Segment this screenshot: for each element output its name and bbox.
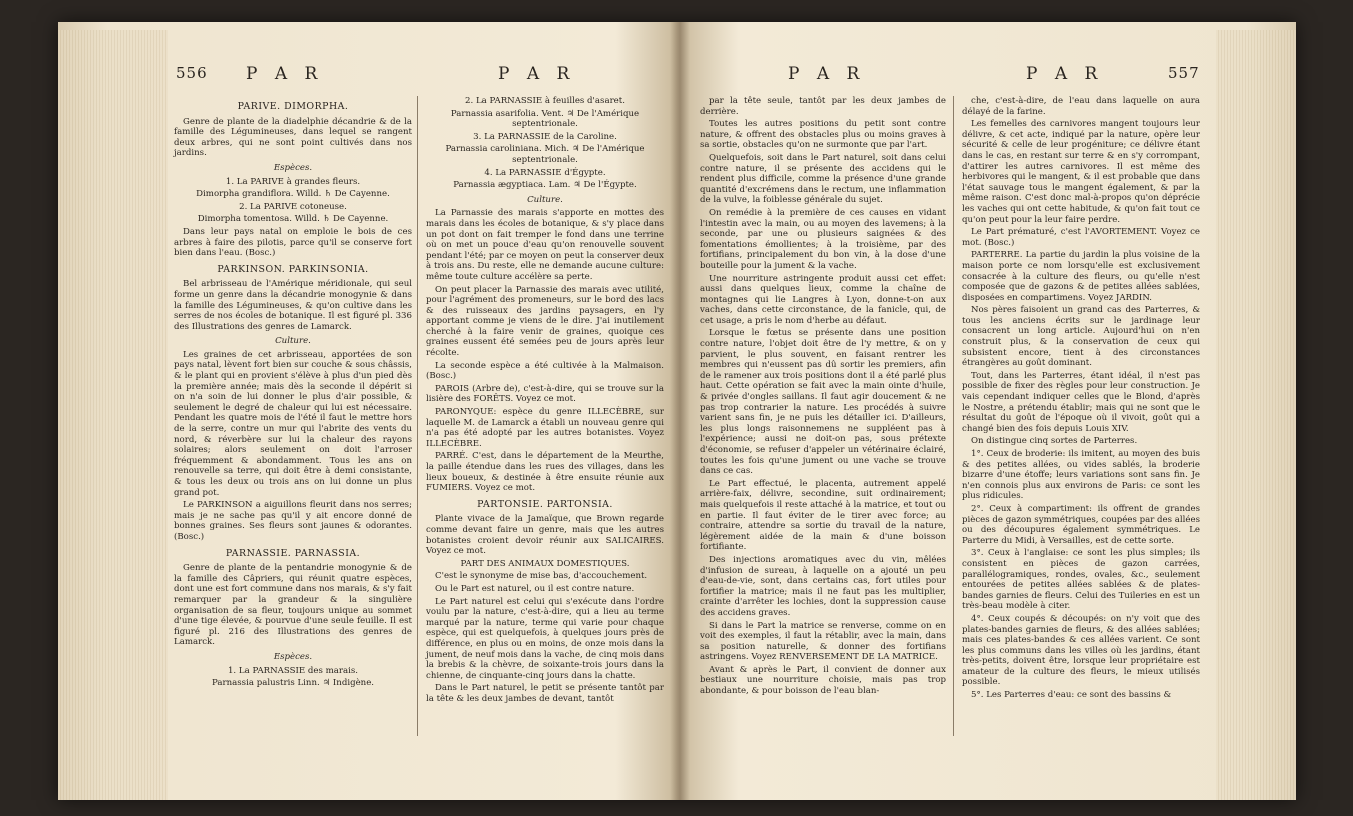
text-paragraph: Lorsque le fœtus se présente dans une position contre nature, l'objet doit être de l'y mettre, & on y parvient, le plus souvent, en faisant rentrer les membres qui n'eussent pas dû sortir les premiers, afin de le ramener aux trois positions dont il a été parlé plus haut. Cette opération se fait avec la main ointe d'huile, & privée d'ongles saillans. Il faut agir doucement & ne pas trop contrarier la nature. Les procédés à suivre varient sans fin, je ne puis les détailler ici. D'ailleurs, les plus longs raisonnemens ne suppléent pas à l'expérience; aussi ne doit-on pas, sous prétexte d'économie, se refuser d'appeler un vétérinaire éclairé, toutes les fois qu'une jument ou une vache se trouve dans ce cas. [700, 328, 946, 477]
text-paragraph: Le Part effectué, le placenta, autrement appelé arrière-faix, délivre, secondine, suit ordinairement; mais quelquefois il reste attaché à la matrice, et tout ou en partie. Il faut éviter de le tirer avec force; au contraire, attendre sa sortie du travail de la nature, légèrement aidée de la main & d'une boisson fortifiante. [700, 478, 946, 553]
text-paragraph: 1. La PARNASSIE des marais. [227, 665, 359, 676]
right-page [690, 22, 1216, 800]
text-paragraph: Parnassia caroliniana. Mich. ♃ De l'Amérique septentrionale. [445, 144, 645, 165]
text-paragraph: Les graines de cet arbrisseau, apportées de son pays natal, lèvent fort bien sur couche & sous châssis, & le plant qui en provient s'élève à plus d'un pied dès la première année; mais dès la seconde il dépérit si on n'a soin de lui donner le plus d'air possible, & seulement le degré de chaleur qui lui est nécessaire. Pendant les quatre mois de l'été il faut le mettre hors de la serre, contre un mur qui l'abrite des vents du nord, & réverbère sur lui la chaleur des rayons solaires; alors seulement on doit l'arroser fréquemment & abondamment. Tous les ans on renouvelle sa terre, qui doit être à demi consistante, & tous les deux ou trois ans on lui donne un plus grand pot. [174, 349, 412, 498]
right-page-number: 557 [1168, 64, 1200, 82]
text-paragraph: Genre de plante de la pentandrie monogynie & de la famille des Câpriers, qui réunit quatre espèces, dont une est fort commune dans nos marais, & s'y fait remarquer par la grandeur & la singulière organisation de sa fleur, toujours unique au sommet d'une tige élevée, & pourvue d'une seule feuille. Il est figuré pl. 216 des Illustrations des genres de Lamarck. [174, 563, 412, 648]
text-paragraph: Parnassia ægyptiaca. Lam. ♃ De l'Égypte. [453, 180, 637, 191]
book-gutter [670, 22, 690, 800]
text-paragraph: Nos pères faisoient un grand cas des Parterres, & tous les anciens écrits sur le jardinage leur consacrent un long article. Aujourd'hui on n'en construit plus, & la conservation de ceux qui subsistent encore, tient à des circonstances étrangères au goût dominant. [962, 305, 1200, 369]
left-column-2 [426, 96, 664, 706]
text-paragraph: Si dans le Part la matrice se renverse, comme on en voit des exemples, il faut la rétablir, avec la main, dans sa position naturelle, & donner des fortifians astringens. Voyez RENVERSEMENT DE LA MATRICE. [700, 620, 946, 663]
section-subheading: Espèces. [273, 162, 313, 173]
left-head-word-1: P A R [246, 64, 324, 84]
left-page-edges [58, 30, 168, 800]
text-paragraph: 2. La PARIVE cotoneuse. [239, 201, 347, 212]
text-paragraph: Plante vivace de la Jamaïque, que Brown regarde comme devant faire un genre, mais que les autres botanistes croient devoir réunir aux SALICAIRES. Voyez ce mot. [426, 514, 664, 557]
text-paragraph: 5°. Les Parterres d'eau: ce sont des bassins & [971, 690, 1172, 701]
text-paragraph: On distingue cinq sortes de Parterres. [971, 436, 1138, 447]
text-paragraph: 1°. Ceux de broderie: ils imitent, au moyen des buis & des petites allées, ou vides sablés, la broderie bizarre d'une étoffe; leurs variations sont sans fin. Je n'en connois plus aux environs de Paris: ce sont les plus ridicules. [962, 449, 1200, 502]
text-paragraph: Dans le Part naturel, le petit se présente tantôt par la tête & les deux jambes de devant, tantôt [426, 683, 664, 704]
text-paragraph: PARRÉ. C'est, dans le département de la Meurthe, la paille étendue dans les rues des villages, dans les lieux boueux, & destinée à être ensuite réunie aux FUMIERS. Voyez ce mot. [426, 451, 664, 494]
text-paragraph: Toutes les autres positions du petit sont contre nature, & offrent des obstacles plus ou moins graves à sa sortie, obstacles qu'on ne surmonte que par l'art. [700, 119, 946, 151]
text-paragraph: che, c'est-à-dire, de l'eau dans laquelle on aura délayé de la farine. [962, 96, 1200, 117]
text-paragraph: 2. La PARNASSIE à feuilles d'asaret. [465, 96, 625, 106]
entry-heading: PARKINSON. PARKINSONIA. [217, 263, 369, 275]
text-paragraph: 4°. Ceux coupés & découpés: on n'y voit que des plates-bandes garnies de fleurs, & des allées sablées; mais ces plates-bandes & ces allées varient. Ce sont les plus communs dans les villes où les jardins, étant très-petits, doivent être, lorsque leur propriétaire est amateur de la culture des fleurs, le mieux utilisés possible. [962, 613, 1200, 688]
text-paragraph: PART DES ANIMAUX DOMESTIQUES. [460, 558, 630, 569]
text-paragraph: 3°. Ceux à l'anglaise: ce sont les plus simples; ils consistent en pièces de gazon carrées, parallélogramiques, rondes, ovales, &c., seulement entourées de petites allées sablées & de plates-bandes garnies de fleurs. Celui des Tuileries en est un très-beau modèle à citer. [962, 548, 1200, 612]
text-paragraph: On peut placer la Parnassie des marais avec utilité, pour l'agrément des promeneurs, sur le bord des lacs & des ruisseaux des jardins paysagers, en l'y apportant comme je viens de le dire. J'ai inutilement cherché à la faire venir de graines, quoique ces graines eussent été semées peu de jours après leur récolte. [426, 284, 664, 359]
text-paragraph: PAROIS (Arbre de), c'est-à-dire, qui se trouve sur la lisière des FORÊTS. Voyez ce mot. [426, 383, 664, 405]
text-paragraph: Les femelles des carnivores mangent toujours leur délivre, & cet acte, indiqué par la nature, opère leur sécurité & celle de leur progéniture; ce délivre étant dans le cas, en restant sur terre & en s'y corrompant, d'attirer les autres carnivores. Il est même des herbivores qui le mangent, & il est probable que dans l'état sauvage tous le mangent également, & par la même raison. C'est donc mal-à-propos qu'on déprécie les vaches qui ont cette habitude, & qu'on fait tout ce qu'on peut pour la leur faire perdre. [962, 119, 1200, 225]
left-column-1 [174, 96, 412, 691]
left-page-number: 556 [176, 64, 208, 82]
text-paragraph: 2°. Ceux à compartiment: ils offrent de grandes pièces de gazon symmétriques, coupées par des allées ou des découpures également symmétriques. Le Parterre du Midi, à Versailles, est de cette sorte. [962, 503, 1200, 546]
text-paragraph: Ou le Part est naturel, ou il est contre nature. [435, 583, 635, 594]
text-paragraph: PARONYQUE: espèce du genre ILLECÈBRE, sur laquelle M. de Lamarck a établi un nouveau genre qui n'a pas été adopté par les autres botanistes. Voyez ILLECÈBRE. [426, 407, 664, 449]
right-column-1 [700, 96, 946, 699]
section-subheading: Espèces. [273, 651, 313, 662]
entry-heading: PARNASSIE. PARNASSIA. [225, 547, 361, 559]
right-page-edges [1216, 30, 1296, 800]
text-paragraph: Une nourriture astringente produit aussi cet effet: aussi dans quelques lieux, comme la chaîne de montagnes qui lie Langres à Lyon, donne-t-on aux vaches, dans cette circonstance, de la fanicle, qui, de cet usage, a pris le nom d'herbe au défaut. [700, 273, 946, 326]
right-column-rule [953, 96, 954, 736]
text-paragraph: On remédie à la première de ces causes en vidant l'intestin avec la main, ou au moyen des lavemens; à la seconde, par une ou plusieurs saignées & des fomentations émollientes; à la troisième, par des fortifians, principalement du bon vin, à la dose d'une bouteille pour la jument & la vache. [700, 207, 946, 271]
right-column-2 [962, 96, 1200, 703]
right-running-head [690, 64, 1216, 90]
text-paragraph: Dimorpha tomentosa. Willd. ♄ De Cayenne. [197, 214, 389, 225]
entry-heading: PARTONSIE. PARTONSIA. [477, 498, 613, 510]
right-head-word-1: P A R [788, 64, 866, 84]
text-paragraph: Dans leur pays natal on emploie le bois de ces arbres à faire des pilotis, parce qu'il se conserve fort bien dans l'eau. (Bosc.) [174, 226, 412, 259]
text-paragraph: Avant & après le Part, il convient de donner aux bestiaux une nourriture choisie, mais pas trop abondante, & pour boisson de l'eau blan- [700, 664, 946, 697]
right-head-word-2: P A R [1026, 64, 1104, 84]
text-paragraph: La seconde espèce a été cultivée à la Malmaison. (Bosc.) [426, 360, 664, 382]
text-paragraph: C'est le synonyme de mise bas, d'accouchement. [435, 571, 648, 582]
entry-heading: PARIVE. DIMORPHA. [237, 101, 349, 112]
text-paragraph: Genre de plante de la diadelphie décandrie & de la famille des Légumineuses, dans lequel se rangent deux arbres, qui ne sont point cultivés dans nos jardins. [174, 116, 412, 159]
text-paragraph: PARTERRE. La partie du jardin la plus voisine de la maison porte ce nom lorsqu'elle est exclusivement consacrée à la culture des fleurs, ou qu'elle n'est composée que de gazons & de petites allées sablées, disposées en compartimens. Voyez JARDIN. [962, 250, 1200, 303]
text-paragraph: Tout, dans les Parterres, étant idéal, il n'est pas possible de fixer des règles pour leur construction. Je vais cependant indiquer celles que le Blond, d'après le Nostre, a prétendu établir; mais qui ne sont que le résultat du goût de l'époque où il vivoit, goût qui a changé bien des fois depuis Louis XIV. [962, 370, 1200, 434]
text-paragraph: Bel arbrisseau de l'Amérique méridionale, qui seul forme un genre dans la décandrie monogynie & dans la famille des Légumineuses, & qu'on cultive dans les serres de nos écoles de botanique. Il est figuré pl. 336 des Illustrations des genres de Lamarck. [174, 279, 412, 332]
text-paragraph: La Parnassie des marais s'apporte en mottes des marais dans les écoles de botanique, & s'y place dans un pot dont on fait tremper le fond dans une terrine où on met un pouce d'eau qu'on renouvelle souvent pendant l'été; par ce moyen on peut la conserver deux à trois ans. Du reste, elle ne demande aucune culture: même toute culture accélère sa perte. [426, 208, 664, 282]
left-page [168, 22, 668, 800]
text-paragraph: Dimorpha grandiflora. Willd. ♄ De Cayenne. [196, 189, 390, 200]
text-paragraph: Parnassia palustris Linn. ♃ Indigène. [211, 678, 375, 689]
text-paragraph: 4. La PARNASSIE d'Égypte. [484, 167, 606, 178]
text-paragraph: Quelquefois, soit dans le Part naturel, soit dans celui contre nature, il se présente des accidens qui le rendent plus difficile, comme la présence d'une grande quantité d'excrémens dans le rectum, une inflammation de la vulve, la foiblesse générale du sujet. [700, 152, 946, 206]
book-spread [58, 22, 1296, 800]
section-subheading: Culture. [275, 336, 311, 347]
text-paragraph: 3. La PARNASSIE de la Caroline. [473, 131, 617, 142]
text-paragraph: Parnassia asarifolia. Vent. ♃ De l'Amérique septentrionale. [450, 108, 640, 130]
text-paragraph: Des injections aromatiques avec du vin, mêlées d'infusion de sureau, à laquelle on a ajouté un peu d'eau-de-vie, sont, dans certains cas, fort utiles pour fortifier la matrice; mais il ne faut pas les multiplier, crainte d'arrêter les lochies, dont la suppression cause des accidens graves. [700, 554, 946, 618]
text-paragraph: Le Part prématuré, c'est l'AVORTEMENT. Voyez ce mot. (Bosc.) [962, 227, 1200, 248]
text-paragraph: par la tête seule, tantôt par les deux jambes de derrière. [700, 96, 946, 117]
text-paragraph: 1. La PARIVE à grandes fleurs. [225, 176, 361, 187]
left-column-rule [417, 96, 418, 736]
left-head-word-2: P A R [498, 64, 576, 84]
section-subheading: Culture. [527, 194, 563, 205]
left-running-head [168, 64, 668, 90]
text-paragraph: Le PARKINSON a aiguillons fleurit dans nos serres; mais je ne sache pas qu'il y ait encore donné de bonnes graines. Ses fleurs sont jaunes & odorantes. (Bosc.) [174, 500, 412, 542]
text-paragraph: Le Part naturel est celui qui s'exécute dans l'ordre voulu par la nature, c'est-à-dire, qui a lieu au terme marqué par la nature, terme qui varie pour chaque espèce, qui est quelquefois, à quelques jours près de différence, en plus ou en moins, de onze mois dans la jument, de neuf mois dans la vache, de cinq mois dans la brebis & la chèvre, de soixante-trois jours dans la chienne, de cinquante-cinq jours dans la chatte. [426, 596, 664, 681]
